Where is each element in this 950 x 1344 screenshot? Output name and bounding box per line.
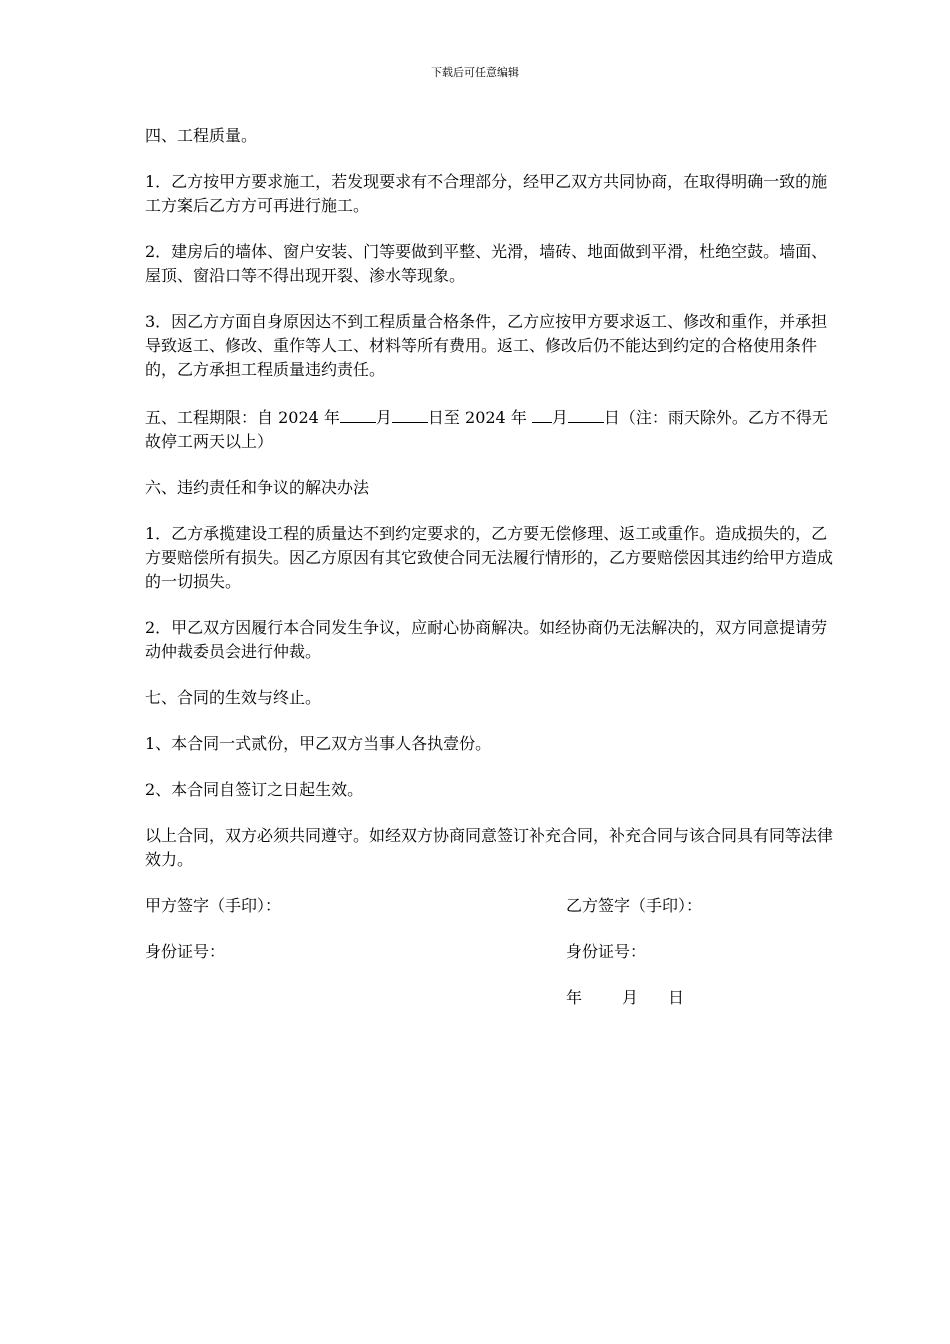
period-text-3: 日至 2024 年: [427, 408, 532, 427]
quality-clause-3: 3．因乙方方面自身原因达不到工程质量合格条件，乙方应按甲方要求返工、修改和重作，并承担导致返工、修改、重作等人工、材料等所有费用。返工、修改后仍不能达到约定的合格使用条件的，乙方承担工程质量违约责任。: [145, 312, 828, 379]
date-year-label: 年: [566, 988, 583, 1007]
party-b-id-label: 身份证号：: [566, 942, 647, 961]
contract-body: [145, 124, 835, 1032]
liability-clause-1: 1．乙方承揽建设工程的质量达不到约定要求的，乙方要无偿修理、返工或重作。造成损失的，乙方要赔偿所有损失。因乙方原因有其它致使合同无法履行情形的，乙方要赔偿因其违约给甲方造成的一切损失。: [145, 524, 834, 591]
date-row: [145, 986, 835, 1010]
period-text-2: 月: [375, 408, 392, 427]
quality-clause-2: 2．建房后的墙体、窗户安装、门等要做到平整、光滑，墙砖、地面做到平滑，杜绝空鼓。墙面、屋顶、窗沿口等不得出现开裂、渗水等现象。: [145, 242, 828, 285]
period-text-5: 日（注：雨天除外。乙方不得无故停工两天以上）: [145, 408, 828, 451]
date-day-label: 日: [668, 988, 685, 1007]
party-a-signature-label: 甲方签字（手印）：: [145, 896, 282, 915]
period-text-1: 五、工程期限：自 2024 年: [145, 408, 340, 427]
sign-date: [566, 986, 684, 1010]
closing-statement: 以上合同，双方必须共同遵守。如经双方协商同意签订补充合同，补充合同与该合同具有同等法律效力。: [145, 826, 834, 869]
section-liability-title: 六、违约责任和争议的解决办法: [145, 478, 370, 497]
period-end-month-blank: [532, 404, 552, 423]
section-quality-title: 四、工程质量。: [145, 126, 258, 145]
liability-clause-2: 2．甲乙双方因履行本合同发生争议，应耐心协商解决。如经协商仍无法解决的，双方同意提请劳动仲裁委员会进行仲裁。: [145, 618, 828, 661]
party-a-id-label: 身份证号：: [145, 942, 226, 961]
date-month-label: 月: [622, 988, 639, 1007]
signature-row: [145, 894, 835, 918]
id-number-row: [145, 940, 835, 964]
section-effect-title: 七、合同的生效与终止。: [145, 688, 322, 707]
effect-clause-2: 2、本合同自签订之日起生效。: [145, 780, 364, 799]
period-start-month-blank: [340, 404, 376, 423]
period-end-day-blank: [568, 404, 604, 423]
period-clause: [145, 404, 835, 454]
party-b-signature-label: 乙方签字（手印）：: [566, 896, 703, 915]
quality-clause-1: 1．乙方按甲方要求施工，若发现要求有不合理部分，经甲乙双方共同协商，在取得明确一致的施工方案后乙方方可再进行施工。: [145, 172, 828, 215]
period-start-day-blank: [392, 404, 428, 423]
page-header-note: 下载后可任意编辑: [431, 66, 519, 79]
effect-clause-1: 1、本合同一式贰份，甲乙双方当事人各执壹份。: [145, 734, 492, 753]
period-text-4: 月: [551, 408, 568, 427]
